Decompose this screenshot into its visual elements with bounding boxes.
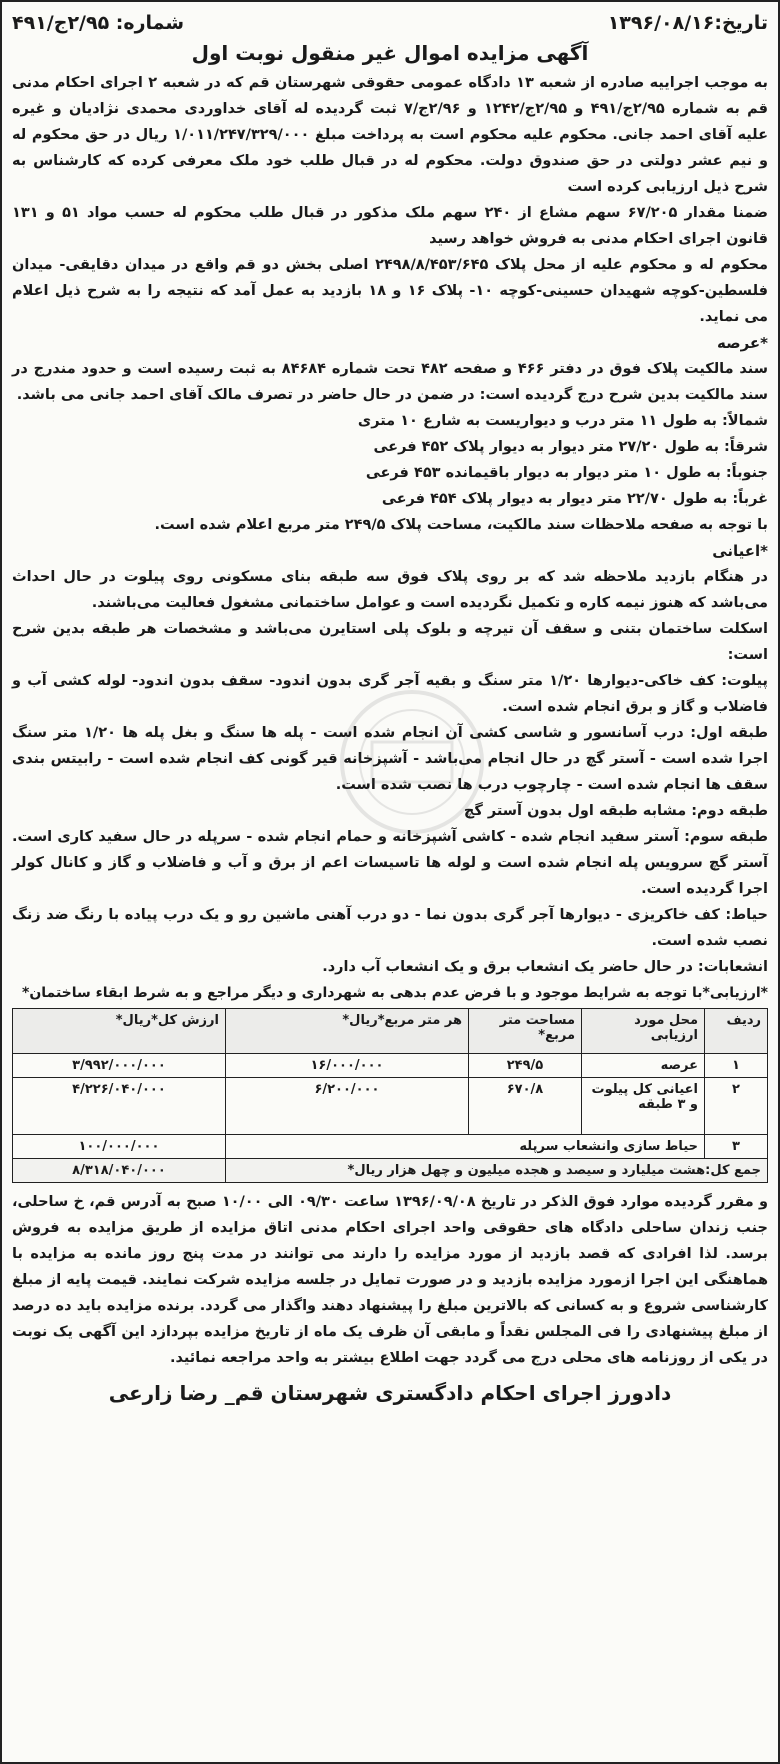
header-line [12,10,768,36]
col-area: مساحت متر مربع* [469,1009,582,1054]
auction-paragraph: و مقرر گردیده موارد فوق الذکر در تاریخ ۱۳۹۶/۰۹/۰۸ ساعت ۰۹/۳۰ الی ۱۰/۰۰ صبح به آدرس قم، خ ساحلی، جنب زندان ساحلی دادگاه های حقوقی واحد اجرای احکام مدنی اتاق مزایده از طریق مزایده به فروش برسد. لذا افرادی که قصد بازدید از مورد مزایده را دارند می توانند در مدت پنج روز مانده به مزایده با هماهنگی این اجرا ازمورد مزایده بازدید و در صورت تمایل در جلسه مزایده شرکت نمایند. قیمت پایه از مبلغ کارشناسی شروع و به کسانی که بالاترین مبلغ را پیشنهاد دهند واگذار می گردد. برنده مزایده باید ده درصد از مبلغ پیشنهادی را فی المجلس نقداً و مابقی آن ظرف یک ماه از تاریخ مزایده بپردازد این آگهی یک نوبت در یکی از روزنامه های محلی درج می گردد جهت اطلاع بیشتر به واحد مراجعه نمائید. [12,1194,769,1366]
notice-number: شماره: ۲/۹۵ج/۴۹۱ [12,12,185,34]
row1-total: ۳/۹۹۲/۰۰۰/۰۰۰ [13,1054,226,1078]
col-location: محل مورد ارزیابی [582,1009,705,1054]
table-row [13,1054,768,1078]
boundary-west: غرباً: به طول ۲۲/۷۰ متر دیوار به دیوار پلاک ۴۵۴ فرعی [381,491,768,507]
row2-index: ۲ [705,1078,768,1135]
floor3-paragraph: طبقه سوم: آستر سفید انجام شده - کاشی آشپزخانه و حمام انجام شده - سرپله در حال سفید کاری است. آستر گچ سرویس پله انجام شده است و لوله ها تاسیسات اعم از برق و آب و فاضلاب و گاز و کانال کولر اجرا گردیده است. [12,829,768,897]
building-paragraph-1: در هنگام بازدید ملاحظه شد که بر روی پلاک فوق سه طبقه بنای مسکونی روی پیلوت در حال احداث می‌باشد که هنوز نیمه کاره و تکمیل نگردیده است و عوامل ساختمانی مشغول فعالیت می‌باشند. [12,569,768,611]
boundary-south: جنوباً: به طول ۱۰ متر دیوار به دیوار باقیمانده ۴۵۳ فرعی [365,465,768,481]
valuation-table [12,1008,768,1183]
pilot-paragraph: پیلوت: کف خاکی-دیوارها ۱/۲۰ متر سنگ و بقیه آجر گری بدون اندود- سقف بدون اندود- لوله کشی آب و فاضلاب و گاز و برق انجام شده است. [12,673,768,715]
land-heading: *عرصه [716,334,768,352]
yard-paragraph: حیاط: کف خاکریزی - دیوارها آجر گری بدون نما - دو درب آهنی ماشین رو و یک درب پیاده با رنگ ضد زنگ نصب شده است. [12,907,768,949]
row2-area: ۶۷۰/۸ [469,1078,582,1135]
signature-line: دادورز اجرای احکام دادگستری شهرستان قم_ رضا زارعی [108,1381,672,1405]
col-total-value: ارزش کل*ریال* [13,1009,226,1054]
land-paragraph: سند مالکیت پلاک فوق در دفتر ۴۶۶ و صفحه ۴۸۲ تحت شماره ۸۴۶۸۴ به ثبت رسیده است و حدود مندرج در سند مالکیت بدین شرح درج گردیده است: در ضمن در حال حاضر در تصرف مالک آقای احمد جانی می باشد. [12,361,768,403]
col-unit-price: هر متر مربع*ریال* [225,1009,468,1054]
row3-total: ۱۰۰/۰۰۰/۰۰۰ [13,1135,226,1159]
visit-paragraph: محکوم له و محکوم علیه از محل پلاک ۲۴۹۸/۸/۴۵۳/۶۴۵ اصلی بخش دو قم واقع در میدان دقایقی- میدان فلسطین-کوچه شهیدان حسینی-کوچه ۱۰- پلاک ۱۶ و ۱۸ بازدید به عمل آمد که نتیجه را به شرح ذیل اعلام می نماید. [12,257,768,325]
building-heading: *اعیانی [712,542,768,560]
table-total-row [13,1159,768,1183]
floor2-paragraph: طبقه دوم: مشابه طبقه اول بدون آستر گچ [463,803,768,819]
row1-location: عرصه [582,1054,705,1078]
total-value: ۸/۳۱۸/۰۴۰/۰۰۰ [13,1159,226,1183]
col-index: ردیف [705,1009,768,1054]
row1-index: ۱ [705,1054,768,1078]
notice-date: تاریخ:۱۳۹۶/۰۸/۱۶ [607,12,768,34]
intro-paragraph: به موجب اجراییه صادره از شعبه ۱۳ دادگاه عمومی حقوقی شهرستان قم که در شعبه ۲ اجرای احکام مدنی قم به شماره ۲/۹۵ج/۴۹۱ و ۲/۹۵ج/۱۲۴۲ و ۲/۹۶ج/۷ ثبت گردیده له آقای خداوردی محمدی نژادیان و غیره علیه آقای احمد جانی. محکوم علیه محکوم است به پرداخت مبلغ ۱/۰۱۱/۲۴۷/۳۲۹/۰۰۰ ریال در حق محکوم له و نیم عشر دولتی در حق صندوق دولت. محکوم له در قبال طلب خود ملک معرفی کرده که کارشناس به شرح ذیل ارزیابی کرده است [12,75,768,195]
area-note: با توجه به صفحه ملاحظات سند مالکیت، مساحت پلاک ۲۴۹/۵ متر مربع اعلام شده است. [154,517,768,533]
table-row [13,1135,768,1159]
floor1-paragraph: طبقه اول: درب آسانسور و شاسی کشی آن انجام شده است - پله ها سنگ و بغل پله ها ۱/۲۰ متر سنگ اجرا شده است - آستر گچ در حال انجام می‌باشد - آشپزخانه قیر گونی کف انجام شده است - رابیتس بندی سقف ها انجام شده است - چارچوب درب ها نصب شده است. [12,725,768,793]
utilities-paragraph: انشعابات: در حال حاضر یک انشعاب برق و یک انشعاب آب دارد. [322,959,768,975]
row1-area: ۲۴۹/۵ [469,1054,582,1078]
table-header-row [13,1009,768,1054]
table-row [13,1078,768,1135]
valuation-note: *ارزیابی*با توجه به شرایط موجود و با فرض عدم بدهی به شهرداری و دیگر مراجع و به شرط ابقاء ساختمان* [22,985,768,1001]
boundary-east: شرقاً: به طول ۲۷/۲۰ متر دیوار به دیوار پلاک ۴۵۲ فرعی [373,439,768,455]
total-label: جمع کل:هشت میلیارد و سیصد و هجده میلیون و چهل هزار ریال* [225,1159,767,1183]
boundary-north: شمالاً: به طول ۱۱ متر درب و دیواریست به شارع ۱۰ متری [357,413,768,429]
notice-title: آگهی مزایده اموال غیر منقول نوبت اول [191,41,589,65]
row3-location: حیاط سازی وانشعاب سرپله [225,1135,704,1159]
building-paragraph-2: اسکلت ساختمان بتنی و سقف آن تیرچه و بلوک پلی استایرن می‌باشد و مشخصات هر طبقه بدین شرح است: [12,621,768,663]
row2-total: ۴/۲۲۶/۰۴۰/۰۰۰ [13,1078,226,1135]
share-paragraph: ضمنا مقدار ۶۷/۲۰۵ سهم مشاع از ۲۴۰ سهم ملک مذکور در قبال طلب محکوم له حسب مواد ۵۱ و ۱۳۱ قانون اجرای احکام مدنی به فروش خواهد رسید [12,205,769,247]
row2-unit-price: ۶/۲۰۰/۰۰۰ [225,1078,468,1135]
row3-index: ۳ [705,1135,768,1159]
row1-unit-price: ۱۶/۰۰۰/۰۰۰ [225,1054,468,1078]
row2-location: اعیانی کل پیلوت و ۳ طبقه [582,1078,705,1135]
